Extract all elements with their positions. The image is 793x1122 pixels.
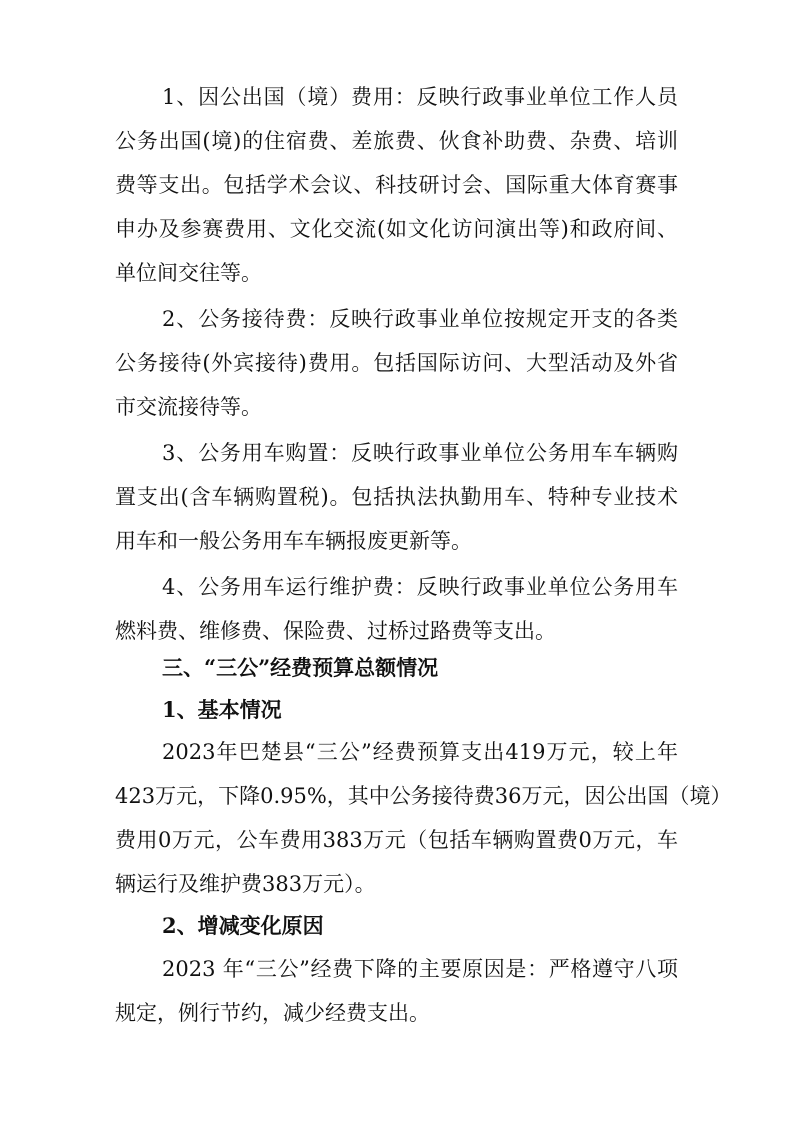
text-line: [0, 732, 793, 772]
line-text: 费等支出。包括学术会议、科技研讨会、国际重大体育赛事: [115, 173, 678, 197]
line-text: 用车和一般公务用车车辆报废更新等。: [115, 529, 472, 553]
text-line: [0, 949, 793, 989]
text-line: [0, 521, 793, 561]
subsection-heading: [0, 690, 793, 730]
text-line: [0, 121, 793, 161]
text-line: [0, 77, 793, 117]
line-text: 燃料费、维修费、保险费、过桥过路费等支出。: [115, 619, 556, 643]
line-text: 费用0万元，公车费用383万元（包括车辆购置费0万元，车: [115, 828, 678, 852]
line-text: 1、因公出国（境）费用：反映行政事业单位工作人员: [162, 85, 678, 109]
line-text: 公务接待(外宾接待)费用。包括国际访问、大型活动及外省: [115, 351, 678, 375]
line-text: 置支出(含车辆购置税)。包括执法执勤用车、特种专业技术: [115, 485, 678, 509]
line-text: 公务出国(境)的住宿费、差旅费、伙食补助费、杂费、培训: [115, 129, 678, 153]
line-text: 423万元，下降0.95%，其中公务接待费36万元，因公出国（境）: [115, 784, 732, 808]
line-text: 2023年巴楚县“三公”经费预算支出419万元，较上年: [162, 740, 678, 764]
text-line: [0, 165, 793, 205]
section-heading: [0, 648, 793, 688]
subsection-heading: [0, 906, 793, 946]
text-line: [0, 567, 793, 607]
line-text: 申办及参赛费用、文化交流(如文化访问演出等)和政府间、: [115, 217, 678, 241]
heading-text: 1、基本情况: [162, 697, 282, 722]
heading-text: 三、“三公”经费预算总额情况: [162, 655, 439, 680]
text-line: [0, 820, 793, 860]
text-line: [0, 993, 793, 1033]
line-text: 2023 年“三公”经费下降的主要原因是：严格遵守八项: [162, 957, 678, 981]
text-line: [0, 253, 793, 293]
text-line: [0, 343, 793, 383]
text-line: [0, 433, 793, 473]
text-line: [0, 611, 793, 651]
line-text: 3、公务用车购置：反映行政事业单位公务用车车辆购: [162, 441, 678, 465]
text-line: [0, 477, 793, 517]
line-text: 4、公务用车运行维护费：反映行政事业单位公务用车: [162, 575, 678, 599]
text-line: [0, 299, 793, 339]
text-line: [0, 776, 793, 816]
line-text: 市交流接待等。: [115, 395, 262, 419]
line-text: 单位间交往等。: [115, 261, 262, 285]
heading-text: 2、增减变化原因: [162, 913, 324, 938]
text-line: [0, 209, 793, 249]
text-line: [0, 864, 793, 904]
line-text: 辆运行及维护费383万元）。: [115, 872, 376, 896]
line-text: 2、公务接待费：反映行政事业单位按规定开支的各类: [162, 307, 678, 331]
text-line: [0, 387, 793, 427]
line-text: 规定，例行节约，减少经费支出。: [115, 1001, 430, 1025]
